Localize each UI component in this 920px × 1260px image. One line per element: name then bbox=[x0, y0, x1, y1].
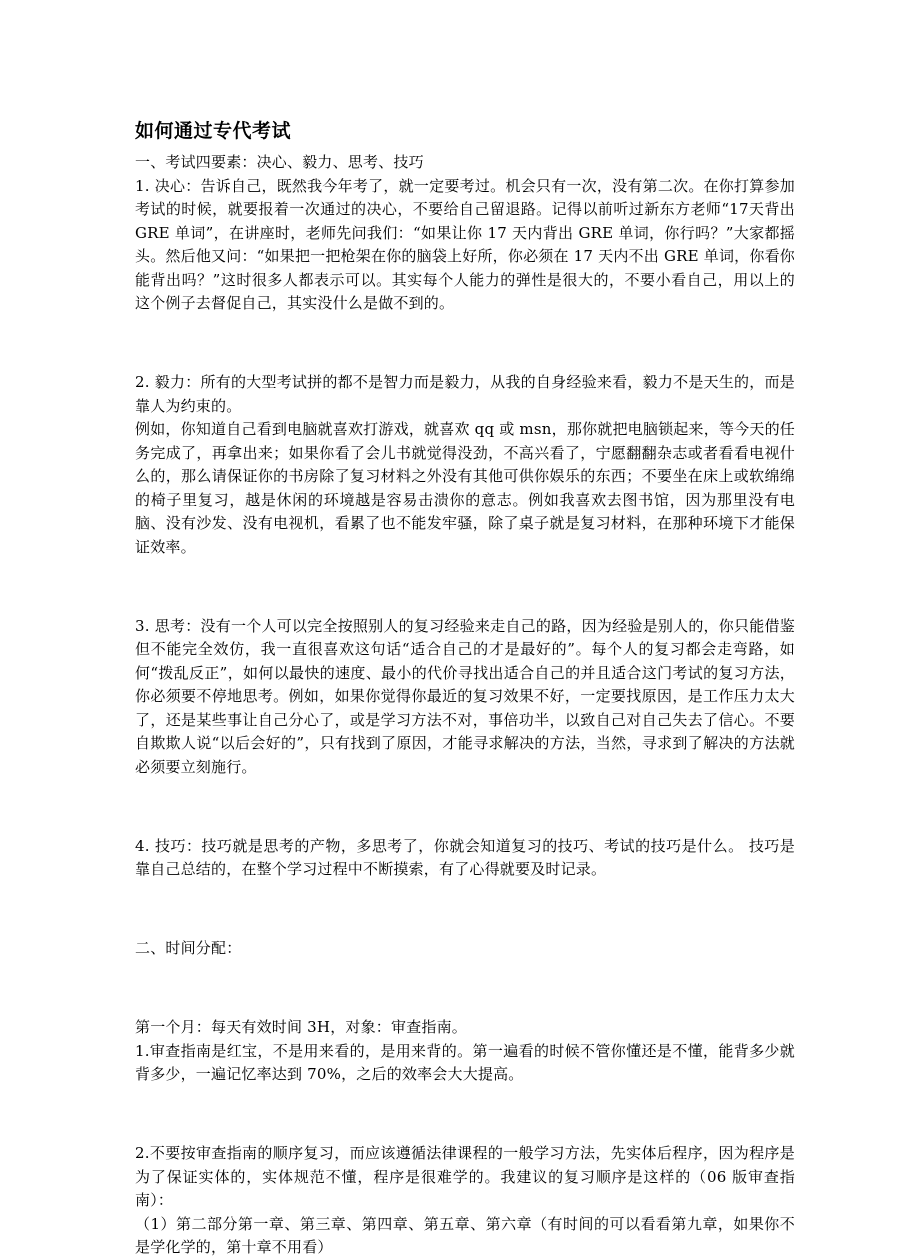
paragraph-spacer bbox=[135, 795, 795, 819]
body-paragraph: （1）第二部分第一章、第三章、第四章、第五章、第六章（有时间的可以看看第九章，如果你不是学化学的，第十章不用看） bbox=[135, 1214, 795, 1256]
body-paragraph: 1.审查指南是红宝，不是用来看的，是用来背的。第一遍看的时候不管你懂还是不懂，能背多少就背多少，一遍记忆率达到 70%，之后的效率会大大提高。 bbox=[135, 1041, 795, 1083]
document-body bbox=[135, 151, 795, 1260]
body-paragraph: 例如，你知道自己看到电脑就喜欢打游戏，就喜欢 qq 或 msn，那你就把电脑锁起来，等今天的任务完成了，再拿出来；如果你看了会儿书就觉得没劲，不高兴看了，宁愿翻翻杂志或者看看电视什么的，那么请保证你的书房除了复习材料之外没有其他可供你娱乐的东西；不要坐在床上或软绵绵的椅子里复习，越是休闲的环境越是容易击溃你的意志。例如我喜欢去图书馆，因为那里没有电脑、没有沙发、没有电视机，看累了也不能发牢骚，除了桌子就是复习材料，在那种环境下才能保证效率。 bbox=[135, 420, 795, 556]
body-paragraph: 4. 技巧：技巧就是思考的产物，多思考了，你就会知道复习的技巧、考试的技巧是什么。 技巧是靠自己总结的，在整个学习过程中不断摸索，有了心得就要及时记录。 bbox=[135, 836, 795, 878]
paragraph-spacer bbox=[135, 1103, 795, 1127]
body-paragraph: 3. 思考：没有一个人可以完全按照别人的复习经验来走自己的路，因为经验是别人的，你只能借鉴但不能完全效仿，我一直很喜欢这句话“适合自己的才是最好的”。每个人的复习都会走弯路，如何“拨乱反正”，如何以最快的速度、最小的代价寻找出适合自己的并且适合这门考试的复习方法，你必须要不停地思考。例如，如果你觉得你最近的复习效果不好，一定要找原因，是工作压力太大了，还是某些事让自己分心了，或是学习方法不对，事倍功半，以致自己对自己失去了信心。不要自欺欺人说“以后会好的”，只有找到了原因，才能寻求解决的方法，当然，寻求到了解决的方法就必须要立刻施行。 bbox=[135, 616, 795, 776]
document-page bbox=[135, 117, 795, 1260]
body-paragraph: 二、时间分配： bbox=[135, 939, 242, 957]
body-paragraph: 2. 毅力：所有的大型考试拼的都不是智力而是毅力，从我的自身经验来看，毅力不是天生的，而是靠人为约束的。 bbox=[135, 373, 795, 415]
body-paragraph: 1. 决心：告诉自己，既然我今年考了，就一定要考过。机会只有一次，没有第二次。在你打算参加考试的时候，就要报着一次通过的决心，不要给自己留退路。记得以前听过新东方老师“17天背出 GRE 单词”，在讲座时，老师先问我们：“如果让你 17 天内背出 GRE 单词，你行吗？”大家都摇头。然后他又问：“如果把一把枪架在你的脑袋上好所，你必须在 17 天内不出 GRE 单词，你看你能背出吗？”这时很多人都表示可以。其实每个人能力的弹性是很大的，不要小看自己，用以上的这个例子去督促自己，其实没什么是做不到的。 bbox=[135, 176, 795, 312]
body-paragraph: 一、考试四要素：决心、毅力、思考、技巧 bbox=[135, 153, 424, 171]
paragraph-spacer bbox=[135, 332, 795, 356]
body-paragraph: 2.不要按审查指南的顺序复习，而应该遵循法律课程的一般学习方法，先实体后程序，因为程序是为了保证实体的，实体规范不懂，程序是很难学的。我建议的复习顺序是这样的（06 版审查指南）： bbox=[135, 1144, 795, 1209]
paragraph-spacer bbox=[135, 977, 795, 1001]
paragraph-spacer bbox=[135, 898, 795, 922]
paragraph-spacer bbox=[135, 575, 795, 599]
body-paragraph: 第一个月：每天有效时间 3H，对象：审查指南。 bbox=[135, 1018, 467, 1036]
document-title: 如何通过专代考试 bbox=[135, 120, 292, 142]
